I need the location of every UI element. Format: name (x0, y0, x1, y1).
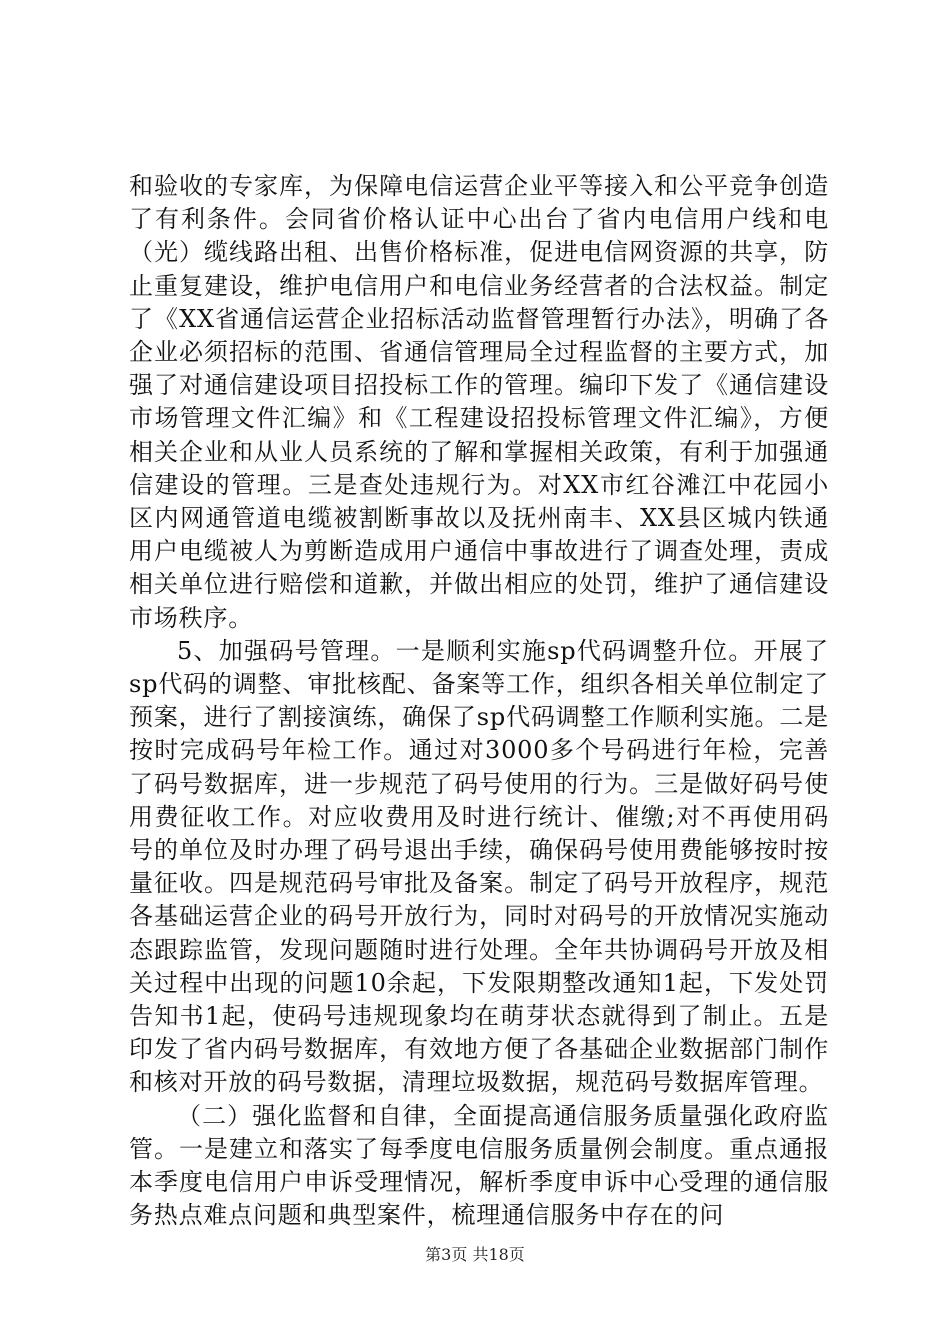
paragraph-number-management: 5、加强码号管理。一是顺利实施sp代码调整升位。开展了sp代码的调整、审批核配、备案等工作，组织各相关单位制定了预案，进行了割接演练，确保了sp代码调整工作顺利实施。二是按时完成码号年检工作。通过对3000多个号码进行年检，完善了码号数据库，进一步规范了码号使用的行为。三是做好码号使用费征收工作。对应收费用及时进行统计、催缴;对不再使用码号的单位及时办理了码号退出手续，确保码号使用费能够按时按量征收。四是规范码号审批及备案。制定了码号开放程序，规范各基础运营企业的码号开放行为，同时对码号的开放情况实施动态跟踪监管，发现问题随时进行处理。全年共协调码号开放及相关过程中出现的问题10余起，下发限期整改通知1起，下发处罚告知书1起，使码号违规现象均在萌芽状态就得到了制止。五是印发了省内码号数据库，有效地方便了各基础企业数据部门制作和核对开放的码号数据，清理垃圾数据，规范码号数据库管理。 (129, 636, 829, 1097)
paragraph-continuation: 和验收的专家库，为保障电信运营企业平等接入和公平竞争创造了有利条件。会同省价格认证中心出台了省内电信用户线和电（光）缆线路出租、出售价格标准，促进电信网资源的共享，防止重复建设，维护电信用户和电信业务经营者的合法权益。制定了《XX省通信运营企业招标活动监督管理暂行办法》，明确了各企业必须招标的范围、省通信管理局全过程监督的主要方式，加强了对通信建设项目招投标工作的管理。编印下发了《通信建设市场管理文件汇编》和《工程建设招投标管理文件汇编》，方便相关企业和从业人员系统的了解和掌握相关政策，有利于加强通信建设的管理。三是查处违规行为。对XX市红谷滩江中花园小区内网通管道电缆被割断事故以及抚州南丰、XX县区城内铁通用户电缆被人为剪断造成用户通信中事故进行了调查处理，责成相关单位进行赔偿和道歉，并做出相应的处罚，维护了通信建设市场秩序。 (129, 172, 829, 632)
page-footer: 第3页 共18页 (425, 1245, 525, 1264)
document-body (129, 170, 829, 1233)
paragraph-service-quality: （二）强化监督和自律，全面提高通信服务质量强化政府监管。一是建立和落实了每季度电信服务质量例会制度。重点通报本季度电信用户申诉受理情况，解析季度申诉中心受理的通信服务热点难点问题和典型案件，梳理通信服务中存在的问 (129, 1101, 829, 1230)
